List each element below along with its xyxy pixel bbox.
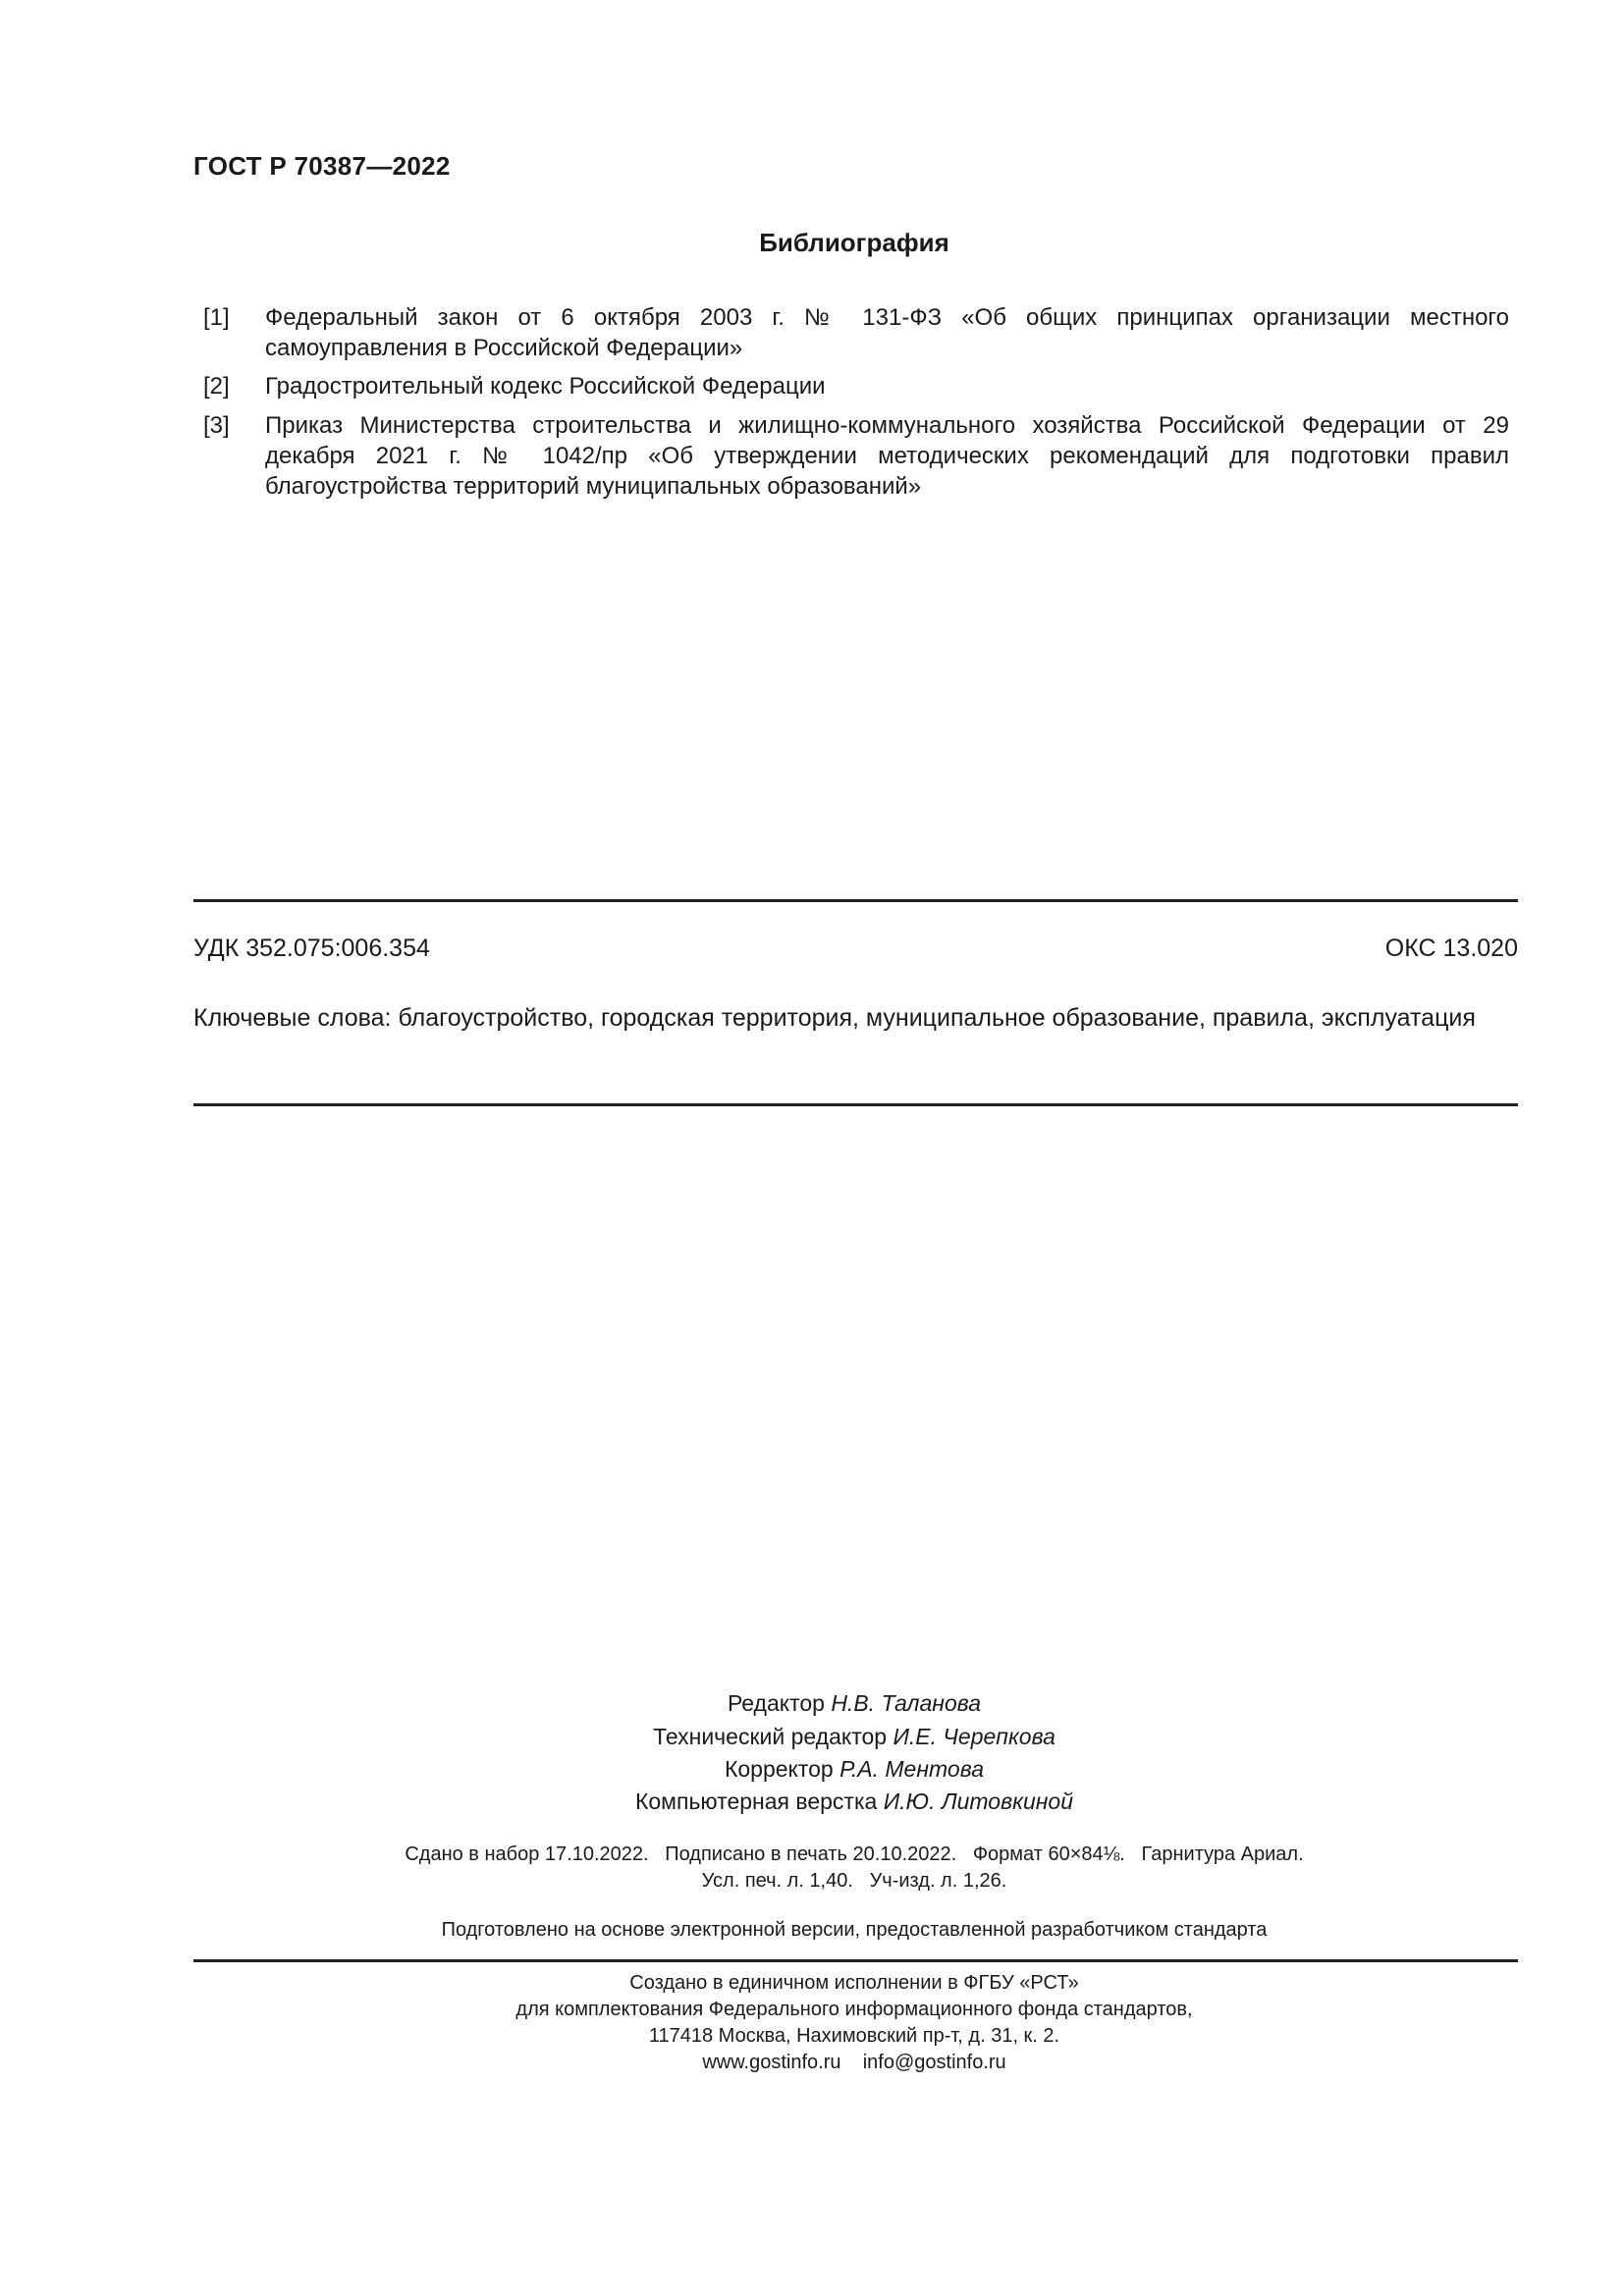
credit-role: Корректор [724,1756,834,1782]
credit-layout [0,1789,1624,1815]
credit-tech-editor [0,1724,1624,1750]
publisher-contacts: www.gostinfo.ru info@gostinfo.ru [702,2052,1006,2073]
bibliography-item [203,302,1509,363]
bibliography-item-text: Градостроительный кодекс Российской Федерации [265,373,826,400]
print-info-line: Усл. печ. л. 1,40. Уч-изд. л. 1,26. [701,1870,1007,1892]
bibliography-item-number: [3] [203,412,230,439]
publisher-line: 117418 Москва, Нахимовский пр-т, д. 31, к. 2. [648,2025,1060,2047]
credit-role: Технический редактор [653,1724,888,1749]
document-id: ГОСТ Р 70387—2022 [193,151,451,181]
divider-line [193,1959,1518,1962]
prepared-note: Подготовлено на основе электронной версии, предоставленной разработчиком стандарта [441,1919,1268,1941]
bibliography-title: Библиография [759,228,949,257]
bibliography-item [203,410,1509,502]
bibliography-item-text: Федеральный закон от 6 октября 2003 г. № 131-ФЗ «Об общих принципах организации местного самоуправления в Российской Федерации» [265,304,1509,361]
credit-corrector [0,1756,1624,1783]
udk-code: УДК 352.075:006.354 [193,934,430,962]
publisher-line: для комплектования Федерального информационного фонда стандартов, [515,1999,1193,2020]
credit-name: Н.В. Таланова [831,1690,982,1716]
credit-role: Редактор [727,1690,825,1716]
credit-role: Компьютерная верстка [634,1789,878,1814]
divider-line [193,899,1518,902]
bibliography-item-number: [1] [203,304,230,331]
credit-name: И.Е. Черепкова [893,1724,1056,1749]
bibliography-item-text: Приказ Министерства строительства и жилищно-коммунального хозяйства Российской Федерации от 29 декабря 2021 г. № 1042/пр «Об утверждении методических рекомендаций для подготовки правил благоустройства территорий муниципальных образований» [265,412,1509,500]
credit-name: И.Ю. Литовкиной [883,1789,1073,1814]
bibliography-item [203,371,1509,401]
credit-editor [0,1690,1624,1717]
publisher-line: Создано в единичном исполнении в ФГБУ «РСТ» [629,1972,1079,1994]
oks-code: ОКС 13.020 [1384,934,1518,962]
bibliography-item-number: [2] [203,373,230,400]
credit-name: Р.А. Ментова [839,1756,984,1782]
print-info-line: Сдано в набор 17.10.2022. Подписано в печать 20.10.2022. Формат 60×84⅛. Гарнитура Ариал. [405,1843,1304,1865]
divider-line [193,1103,1518,1106]
keywords: Ключевые слова: благоустройство, городская территория, муниципальное образование, правила, эксплуатация [193,1004,1476,1032]
